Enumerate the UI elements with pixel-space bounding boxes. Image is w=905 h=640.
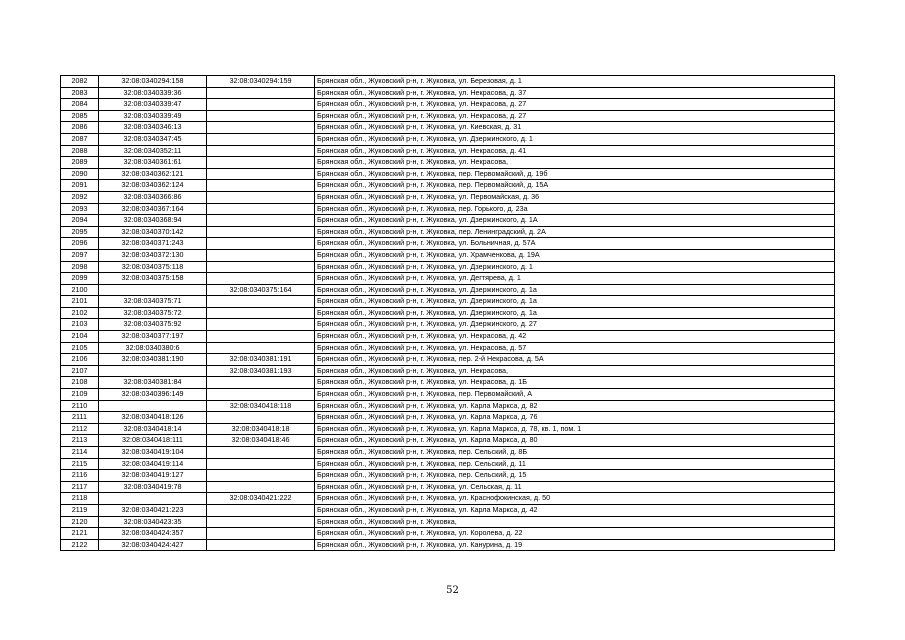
cadastral-number-cell: 32:08:0340339:47 (99, 99, 207, 111)
address-cell: Брянская обл., Жуковский р-н, г. Жуковка, ул. Дзержинского, д. 1а (315, 284, 835, 296)
row-number-cell: 2086 (61, 122, 99, 134)
cadastral-number-cell: 32:08:0340372:130 (99, 249, 207, 261)
table-row (61, 458, 835, 470)
cadastral-number-cell: 32:08:0340347:45 (99, 133, 207, 145)
table-row (61, 226, 835, 238)
address-cell: Брянская обл., Жуковский р-н, г. Жуковка, ул. Дзержинского, д. 1А (315, 215, 835, 227)
cadastral-number-cell (99, 493, 207, 505)
registry-table (60, 75, 835, 551)
cadastral-number-cell: 32:08:0340396:149 (99, 389, 207, 401)
related-cadastral-number-cell: 32:08:0340381:191 (207, 354, 315, 366)
related-cadastral-number-cell (207, 504, 315, 516)
address-cell: Брянская обл., Жуковский р-н, г. Жуковка, пер. 2-й Некрасова, д. 5А (315, 354, 835, 366)
table-row (61, 481, 835, 493)
related-cadastral-number-cell (207, 447, 315, 459)
row-number-cell: 2115 (61, 458, 99, 470)
cadastral-number-cell: 32:08:0340346:13 (99, 122, 207, 134)
address-cell: Брянская обл., Жуковский р-н, г. Жуковка, ул. Больничная, д. 57А (315, 238, 835, 250)
cadastral-number-cell (99, 284, 207, 296)
cadastral-number-cell: 32:08:0340418:111 (99, 435, 207, 447)
table-row (61, 377, 835, 389)
table-row (61, 76, 835, 88)
address-cell: Брянская обл., Жуковский р-н, г. Жуковка, пер. Горького, д. 23а (315, 203, 835, 215)
table-row (61, 87, 835, 99)
table-row (61, 133, 835, 145)
address-cell: Брянская обл., Жуковский р-н, г. Жуковка, ул. Некрасова, д. 37 (315, 87, 835, 99)
related-cadastral-number-cell: 32:08:0340294:159 (207, 76, 315, 88)
address-cell: Брянская обл., Жуковский р-н, г. Жуковка, ул. Некрасова, д. 42 (315, 331, 835, 343)
table-row (61, 528, 835, 540)
row-number-cell: 2105 (61, 342, 99, 354)
cadastral-number-cell: 32:08:0340375:92 (99, 319, 207, 331)
row-number-cell: 2083 (61, 87, 99, 99)
row-number-cell: 2117 (61, 481, 99, 493)
related-cadastral-number-cell (207, 203, 315, 215)
row-number-cell: 2102 (61, 307, 99, 319)
cadastral-number-cell: 32:08:0340339:49 (99, 110, 207, 122)
row-number-cell: 2106 (61, 354, 99, 366)
address-cell: Брянская обл., Жуковский р-н, г. Жуковка, ул. Карла Маркса, д. 76 (315, 412, 835, 424)
table-row (61, 122, 835, 134)
table-row (61, 99, 835, 111)
cadastral-number-cell: 32:08:0340418:126 (99, 412, 207, 424)
address-cell: Брянская обл., Жуковский р-н, г. Жуковка, ул. Карла Маркса, д. 42 (315, 504, 835, 516)
row-number-cell: 2084 (61, 99, 99, 111)
related-cadastral-number-cell (207, 470, 315, 482)
table-row (61, 261, 835, 273)
cadastral-number-cell: 32:08:0340381:84 (99, 377, 207, 389)
cadastral-number-cell: 32:08:0340380:6 (99, 342, 207, 354)
table-row (61, 284, 835, 296)
cadastral-number-cell: 32:08:0340419:127 (99, 470, 207, 482)
address-cell: Брянская обл., Жуковский р-н, г. Жуковка, ул. Некрасова, д. 57 (315, 342, 835, 354)
row-number-cell: 2108 (61, 377, 99, 389)
table-row (61, 516, 835, 528)
related-cadastral-number-cell: 32:08:0340421:222 (207, 493, 315, 505)
row-number-cell: 2109 (61, 389, 99, 401)
table-row (61, 110, 835, 122)
cadastral-number-cell: 32:08:0340375:71 (99, 296, 207, 308)
related-cadastral-number-cell (207, 296, 315, 308)
address-cell: Брянская обл., Жуковский р-н, г. Жуковка, (315, 516, 835, 528)
cadastral-number-cell: 32:08:0340419:104 (99, 447, 207, 459)
table-row (61, 389, 835, 401)
row-number-cell: 2116 (61, 470, 99, 482)
table-row (61, 342, 835, 354)
address-cell: Брянская обл., Жуковский р-н, г. Жуковка, ул. Некрасова, (315, 157, 835, 169)
table-row (61, 180, 835, 192)
cadastral-number-cell: 32:08:0340370:142 (99, 226, 207, 238)
table-row (61, 504, 835, 516)
table-row (61, 168, 835, 180)
row-number-cell: 2122 (61, 539, 99, 551)
row-number-cell: 2091 (61, 180, 99, 192)
related-cadastral-number-cell (207, 87, 315, 99)
related-cadastral-number-cell (207, 180, 315, 192)
row-number-cell: 2110 (61, 400, 99, 412)
related-cadastral-number-cell (207, 157, 315, 169)
related-cadastral-number-cell (207, 389, 315, 401)
table-row (61, 435, 835, 447)
table-row (61, 354, 835, 366)
cadastral-number-cell: 32:08:0340368:94 (99, 215, 207, 227)
cadastral-number-cell: 32:08:0340381:190 (99, 354, 207, 366)
table-row (61, 400, 835, 412)
row-number-cell: 2094 (61, 215, 99, 227)
cadastral-number-cell: 32:08:0340419:78 (99, 481, 207, 493)
address-cell: Брянская обл., Жуковский р-н, г. Жуковка, пер. Первомайский, А (315, 389, 835, 401)
row-number-cell: 2120 (61, 516, 99, 528)
row-number-cell: 2088 (61, 145, 99, 157)
related-cadastral-number-cell (207, 539, 315, 551)
related-cadastral-number-cell: 32:08:0340418:118 (207, 400, 315, 412)
cadastral-number-cell: 32:08:0340375:118 (99, 261, 207, 273)
cadastral-number-cell: 32:08:0340294:158 (99, 76, 207, 88)
related-cadastral-number-cell (207, 342, 315, 354)
row-number-cell: 2098 (61, 261, 99, 273)
related-cadastral-number-cell (207, 458, 315, 470)
cadastral-number-cell: 32:08:0340362:124 (99, 180, 207, 192)
table-row (61, 191, 835, 203)
address-cell: Брянская обл., Жуковский р-н, г. Жуковка, ул. Храмченкова, д. 19А (315, 249, 835, 261)
related-cadastral-number-cell: 32:08:0340418:46 (207, 435, 315, 447)
cadastral-number-cell (99, 400, 207, 412)
address-cell: Брянская обл., Жуковский р-н, г. Жуковка, ул. Дзержинского, д. 27 (315, 319, 835, 331)
address-cell: Брянская обл., Жуковский р-н, г. Жуковка, ул. Дзержинского, д. 1а (315, 307, 835, 319)
registry-table-body (61, 76, 835, 551)
table-row (61, 273, 835, 285)
related-cadastral-number-cell (207, 249, 315, 261)
row-number-cell: 2121 (61, 528, 99, 540)
row-number-cell: 2089 (61, 157, 99, 169)
related-cadastral-number-cell (207, 168, 315, 180)
table-row (61, 296, 835, 308)
cadastral-number-cell: 32:08:0340375:72 (99, 307, 207, 319)
related-cadastral-number-cell (207, 215, 315, 227)
related-cadastral-number-cell (207, 307, 315, 319)
table-row (61, 493, 835, 505)
table-row (61, 331, 835, 343)
address-cell: Брянская обл., Жуковский р-н, г. Жуковка, ул. Сельская, д. 11 (315, 481, 835, 493)
table-row (61, 447, 835, 459)
related-cadastral-number-cell: 32:08:0340375:164 (207, 284, 315, 296)
table-row (61, 307, 835, 319)
row-number-cell: 2111 (61, 412, 99, 424)
table-row (61, 423, 835, 435)
cadastral-number-cell: 32:08:0340339:36 (99, 87, 207, 99)
row-number-cell: 2090 (61, 168, 99, 180)
cadastral-number-cell: 32:08:0340421:223 (99, 504, 207, 516)
address-cell: Брянская обл., Жуковский р-н, г. Жуковка, ул. Карла Маркса, д. 82 (315, 400, 835, 412)
row-number-cell: 2119 (61, 504, 99, 516)
row-number-cell: 2085 (61, 110, 99, 122)
row-number-cell: 2114 (61, 447, 99, 459)
cadastral-number-cell: 32:08:0340362:121 (99, 168, 207, 180)
related-cadastral-number-cell (207, 110, 315, 122)
table-row (61, 365, 835, 377)
address-cell: Брянская обл., Жуковский р-н, г. Жуковка, ул. Дегтярева, д. 1 (315, 273, 835, 285)
related-cadastral-number-cell (207, 238, 315, 250)
address-cell: Брянская обл., Жуковский р-н, г. Жуковка, пер. Сельский, д. 11 (315, 458, 835, 470)
row-number-cell: 2099 (61, 273, 99, 285)
related-cadastral-number-cell (207, 331, 315, 343)
related-cadastral-number-cell (207, 122, 315, 134)
cadastral-number-cell: 32:08:0340419:114 (99, 458, 207, 470)
address-cell: Брянская обл., Жуковский р-н, г. Жуковка, ул. Березовая, д. 1 (315, 76, 835, 88)
row-number-cell: 2082 (61, 76, 99, 88)
row-number-cell: 2103 (61, 319, 99, 331)
cadastral-number-cell: 32:08:0340371:243 (99, 238, 207, 250)
related-cadastral-number-cell (207, 412, 315, 424)
address-cell: Брянская обл., Жуковский р-н, г. Жуковка, пер. Первомайский, д. 15А (315, 180, 835, 192)
page-number: 52 (446, 585, 459, 596)
related-cadastral-number-cell (207, 145, 315, 157)
address-cell: Брянская обл., Жуковский р-н, г. Жуковка, ул. Киевская, д. 31 (315, 122, 835, 134)
related-cadastral-number-cell (207, 481, 315, 493)
row-number-cell: 2107 (61, 365, 99, 377)
address-cell: Брянская обл., Жуковский р-н, г. Жуковка, ул. Дзержинского, д. 1а (315, 296, 835, 308)
address-cell: Брянская обл., Жуковский р-н, г. Жуковка, ул. Канурина, д. 19 (315, 539, 835, 551)
address-cell: Брянская обл., Жуковский р-н, г. Жуковка, ул. Дзержинского, д. 1 (315, 261, 835, 273)
address-cell: Брянская обл., Жуковский р-н, г. Жуковка, ул. Краснофокинская, д. 50 (315, 493, 835, 505)
address-cell: Брянская обл., Жуковский р-н, г. Жуковка, ул. Некрасова, д. 27 (315, 110, 835, 122)
cadastral-number-cell: 32:08:0340366:86 (99, 191, 207, 203)
table-row (61, 215, 835, 227)
related-cadastral-number-cell (207, 319, 315, 331)
address-cell: Брянская обл., Жуковский р-н, г. Жуковка, пер. Ленинградский, д. 2А (315, 226, 835, 238)
table-row (61, 203, 835, 215)
cadastral-number-cell: 32:08:0340423:35 (99, 516, 207, 528)
row-number-cell: 2095 (61, 226, 99, 238)
cadastral-number-cell: 32:08:0340377:197 (99, 331, 207, 343)
related-cadastral-number-cell (207, 377, 315, 389)
address-cell: Брянская обл., Жуковский р-н, г. Жуковка, ул. Первомайская, д. 36 (315, 191, 835, 203)
cadastral-number-cell: 32:08:0340424:427 (99, 539, 207, 551)
address-cell: Брянская обл., Жуковский р-н, г. Жуковка, ул. Дзержинского, д. 1 (315, 133, 835, 145)
address-cell: Брянская обл., Жуковский р-н, г. Жуковка, ул. Некрасова, д. 1Б (315, 377, 835, 389)
cadastral-number-cell: 32:08:0340375:158 (99, 273, 207, 285)
address-cell: Брянская обл., Жуковский р-н, г. Жуковка, ул. Карла Маркса, д. 80 (315, 435, 835, 447)
row-number-cell: 2118 (61, 493, 99, 505)
table-row (61, 319, 835, 331)
cadastral-number-cell: 32:08:0340361:61 (99, 157, 207, 169)
related-cadastral-number-cell (207, 261, 315, 273)
address-cell: Брянская обл., Жуковский р-н, г. Жуковка, ул. Королева, д. 22 (315, 528, 835, 540)
related-cadastral-number-cell: 32:08:0340381:193 (207, 365, 315, 377)
table-row (61, 539, 835, 551)
related-cadastral-number-cell: 32:08:0340418:18 (207, 423, 315, 435)
related-cadastral-number-cell (207, 273, 315, 285)
row-number-cell: 2087 (61, 133, 99, 145)
address-cell: Брянская обл., Жуковский р-н, г. Жуковка, ул. Некрасова, (315, 365, 835, 377)
row-number-cell: 2104 (61, 331, 99, 343)
related-cadastral-number-cell (207, 191, 315, 203)
row-number-cell: 2092 (61, 191, 99, 203)
table-row (61, 157, 835, 169)
address-cell: Брянская обл., Жуковский р-н, г. Жуковка, ул. Некрасова, д. 27 (315, 99, 835, 111)
table-row (61, 412, 835, 424)
related-cadastral-number-cell (207, 226, 315, 238)
row-number-cell: 2113 (61, 435, 99, 447)
row-number-cell: 2101 (61, 296, 99, 308)
table-row (61, 470, 835, 482)
address-cell: Брянская обл., Жуковский р-н, г. Жуковка, пер. Первомайский, д. 19б (315, 168, 835, 180)
cadastral-number-cell: 32:08:0340424:357 (99, 528, 207, 540)
related-cadastral-number-cell (207, 99, 315, 111)
address-cell: Брянская обл., Жуковский р-н, г. Жуковка, ул. Некрасова, д. 41 (315, 145, 835, 157)
address-cell: Брянская обл., Жуковский р-н, г. Жуковка, пер. Сельский, д. 8Б (315, 447, 835, 459)
table-row (61, 238, 835, 250)
table-row (61, 145, 835, 157)
cadastral-number-cell (99, 365, 207, 377)
row-number-cell: 2100 (61, 284, 99, 296)
cadastral-number-cell: 32:08:0340367:164 (99, 203, 207, 215)
address-cell: Брянская обл., Жуковский р-н, г. Жуковка, ул. Карла Маркса, д. 78, кв. 1, пом. 1 (315, 423, 835, 435)
row-number-cell: 2093 (61, 203, 99, 215)
related-cadastral-number-cell (207, 528, 315, 540)
row-number-cell: 2112 (61, 423, 99, 435)
address-cell: Брянская обл., Жуковский р-н, г. Жуковка, пер. Сельский, д. 15 (315, 470, 835, 482)
row-number-cell: 2096 (61, 238, 99, 250)
related-cadastral-number-cell (207, 516, 315, 528)
row-number-cell: 2097 (61, 249, 99, 261)
table-row (61, 249, 835, 261)
cadastral-number-cell: 32:08:0340352:11 (99, 145, 207, 157)
cadastral-number-cell: 32:08:0340418:14 (99, 423, 207, 435)
related-cadastral-number-cell (207, 133, 315, 145)
